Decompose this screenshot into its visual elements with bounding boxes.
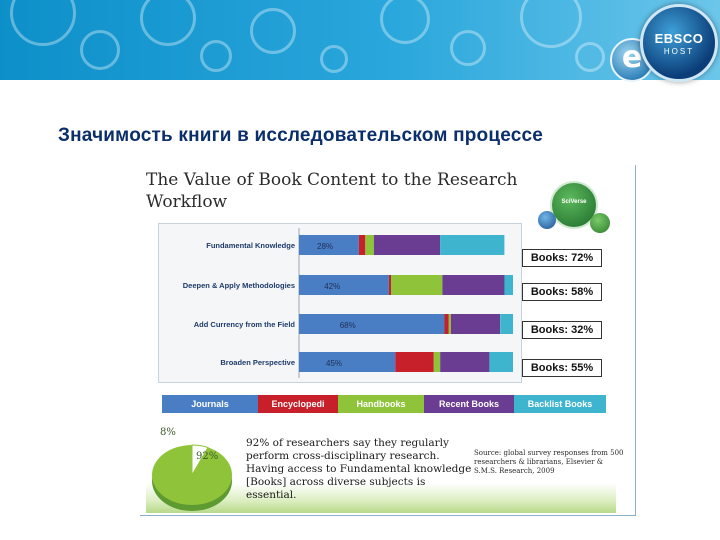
decor-bubble: [450, 30, 486, 66]
decor-bubble: [520, 0, 582, 48]
decor-circle-green: [590, 213, 610, 233]
pie-chart: [146, 427, 246, 520]
bar-segment-recent-books: [451, 314, 500, 334]
decor-bubble: [10, 0, 76, 46]
decor-bubble: [250, 8, 296, 54]
bar-segment-encyclopedi: [395, 352, 434, 372]
decor-bubble: [140, 0, 196, 46]
bar-segment-recent-books: [440, 352, 489, 372]
books-badge: Books: 58%: [522, 283, 602, 301]
legend-backlist-books: Backlist Books: [514, 395, 606, 413]
row-label: Broaden Perspective: [220, 358, 295, 367]
bar-segment-encyclopedi: [445, 314, 449, 334]
decor-bubble: [320, 45, 348, 73]
row-label: Fundamental Knowledge: [206, 241, 295, 250]
bar-segment-journals: [299, 275, 389, 295]
bar-segment-recent-books: [374, 235, 440, 255]
legend-journals: Journals: [162, 395, 258, 413]
bar-segment-backlist-books: [500, 314, 513, 334]
cross-disciplinary-quote: 92% of researchers say they regularly perform cross-disciplinary research. Having access to Fundamental knowledge [Books] across diverse subjects is essential.: [246, 437, 472, 501]
bar-segment-handbooks: [449, 314, 451, 334]
bar-segment-backlist-books: [490, 352, 514, 372]
logo-text: EBSCO: [654, 31, 704, 46]
bar-segment-handbooks: [434, 352, 440, 372]
books-badge: Books: 72%: [522, 249, 602, 267]
page-title: Значимость книги в исследовательском процессе: [58, 125, 544, 146]
bar-segment-journals: [299, 352, 395, 372]
decor-bubble: [380, 0, 430, 44]
row-label: Deepen & Apply Methodologies: [182, 281, 295, 290]
journal-pct-label: 45%: [326, 359, 343, 368]
sciverse-label: SciVerse: [561, 199, 587, 205]
slide-title: The Value of Book Content to the Research Workflow: [146, 170, 518, 212]
decor-circle-blue: [538, 211, 556, 229]
bar-segment-journals: [299, 314, 445, 334]
decor-bubble: [200, 40, 232, 72]
journal-pct-label: 42%: [324, 282, 341, 291]
books-badge: Books: 55%: [522, 359, 602, 377]
stacked-bar-chart: [159, 224, 521, 382]
pie-label-small: 8%: [160, 427, 176, 438]
legend-encyclopedi: Encyclopedi: [258, 395, 338, 413]
journal-pct-label: 68%: [339, 321, 356, 330]
pie-label-large: 92%: [196, 451, 219, 462]
chart-panel: [158, 223, 522, 383]
source-note: Source: global survey responses from 500 researchers & librarians, Elsevier & S.M.S. Research, 2009: [474, 449, 624, 475]
bar-segment-backlist-books: [504, 275, 513, 295]
bar-segment-backlist-books: [440, 235, 504, 255]
embedded-slide: [140, 165, 636, 516]
ebsco-host-logo: [640, 4, 718, 82]
decor-bubble: [80, 30, 120, 70]
bar-segment-encyclopedi: [359, 235, 365, 255]
journal-pct-label: 28%: [317, 242, 334, 251]
logo-subtext: HOST: [663, 47, 695, 56]
chart-legend: [162, 395, 606, 413]
legend-handbooks: Handbooks: [338, 395, 424, 413]
decor-bubble: [575, 42, 605, 72]
bar-segment-encyclopedi: [389, 275, 391, 295]
row-label: Add Currency from the Field: [193, 320, 295, 329]
bar-segment-handbooks: [365, 235, 374, 255]
e-logo-icon: e: [610, 38, 654, 82]
pie-svg: [146, 427, 246, 515]
legend-recent-books: Recent Books: [424, 395, 514, 413]
books-badge: Books: 32%: [522, 321, 602, 339]
bar-segment-handbooks: [391, 275, 442, 295]
bar-segment-recent-books: [442, 275, 504, 295]
